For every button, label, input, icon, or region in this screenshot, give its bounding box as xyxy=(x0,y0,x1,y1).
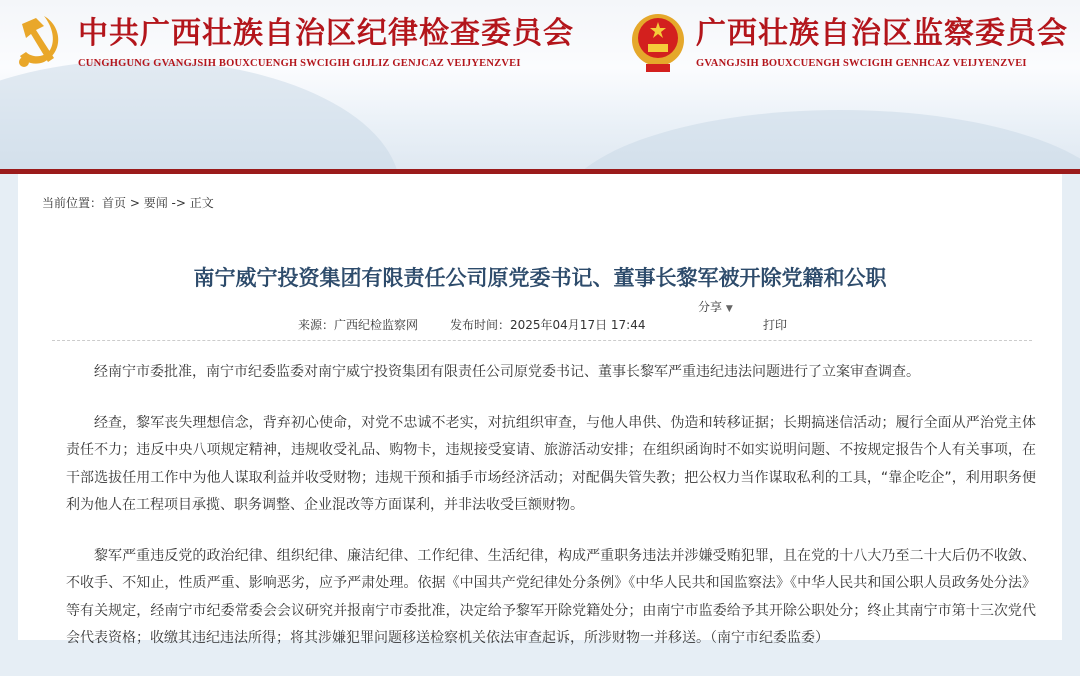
org-name-en: CUNGHGUNG GVANGJSIH BOUXCUENGH SWCIGIH GIJLIZ GENJCAZ VEIJYENZVEI xyxy=(78,57,521,69)
breadcrumb xyxy=(42,194,214,211)
org-name-cn: 广西壮族自治区监察委员会 xyxy=(696,15,1068,51)
org-name-en: GVANGJSIH BOUXCUENGH SWCIGIH GENHCAZ VEIJYENZVEI xyxy=(696,57,1027,69)
article-paragraph: 经南宁市委批准，南宁市纪委监委对南宁威宁投资集团有限责任公司原党委书记、董事长黎军严重违纪违法问题进行了立案审查调查。 xyxy=(94,364,920,380)
breadcrumb-separator: -> xyxy=(167,196,190,210)
article-paragraph: 黎军严重违反党的政治纪律、组织纪律、廉洁纪律、工作纪律、生活纪律，构成严重职务违法并涉嫌受贿犯罪，且在党的十八大乃至二十大后仍不收敛、不收手、不知止，性质严重、影响恶劣，应予严肃处理。依据《中国共产党纪律处分条例》《中华人民共和国监察法》《中华人民共和国公职人员政务处分法》等有关规定，经南宁市纪委常委会会议研究并报南宁市委批准，决定给予黎军开除党籍处分；由南宁市监委给予其开除公职处分；终止其南宁市第十三次党代会代表资格；收缴其违纪违法所得；将其涉嫌犯罪问题移送检察机关依法审查起诉，所涉财物一并移送。（南宁市纪委监委） xyxy=(66,547,1036,646)
article-panel xyxy=(18,174,1062,646)
article-body xyxy=(66,359,1036,676)
breadcrumb-current: 正文 xyxy=(189,196,214,210)
breadcrumb-separator: > xyxy=(126,196,144,210)
share-button[interactable] xyxy=(698,298,733,315)
national-emblem-icon xyxy=(630,10,686,74)
share-label: 分享 xyxy=(698,300,723,314)
article-paragraph: 经查，黎军丧失理想信念，背弃初心使命，对党不忠诚不老实，对抗组织审查，与他人串供、伪造和转移证据；长期搞迷信活动；履行全面从严治党主体责任不力；违反中央八项规定精神，违规收受礼品、购物卡，违规接受宴请、旅游活动安排；在组织函询时不如实说明问题、不按规定报告个人有关事项，在干部选拔任用工作中为他人谋取利益并收受财物；违规干预和插手市场经济活动；对配偶失管失教；把公权力当作谋取私利的工具，“靠企吃企”，利用职务便利为他人在工程项目承揽、职务调整、企业混改等方面谋利，并非法收受巨额财物。 xyxy=(66,414,1036,513)
article-publish-time: 发布时间：2025年04月17日 17:44 xyxy=(450,318,646,332)
caret-down-icon: ▼ xyxy=(725,304,733,314)
meta-divider xyxy=(52,340,1032,341)
breadcrumb-section-link[interactable]: 要闻 xyxy=(143,196,168,210)
supervision-commission-brand[interactable] xyxy=(630,10,1068,74)
discipline-commission-brand[interactable] xyxy=(14,12,574,72)
article-source: 来源：广西纪检监察网 xyxy=(298,318,419,332)
print-link[interactable]: 打印 xyxy=(763,318,788,332)
breadcrumb-home-link[interactable]: 首页 xyxy=(102,196,127,210)
site-header xyxy=(0,0,1080,170)
org-name-cn: 中共广西壮族自治区纪律检查委员会 xyxy=(78,15,574,51)
party-emblem-icon xyxy=(14,12,68,72)
article-title: 南宁威宁投资集团有限责任公司原党委书记、董事长黎军被开除党籍和公职 xyxy=(193,266,887,290)
breadcrumb-label: 当前位置： xyxy=(42,196,103,210)
